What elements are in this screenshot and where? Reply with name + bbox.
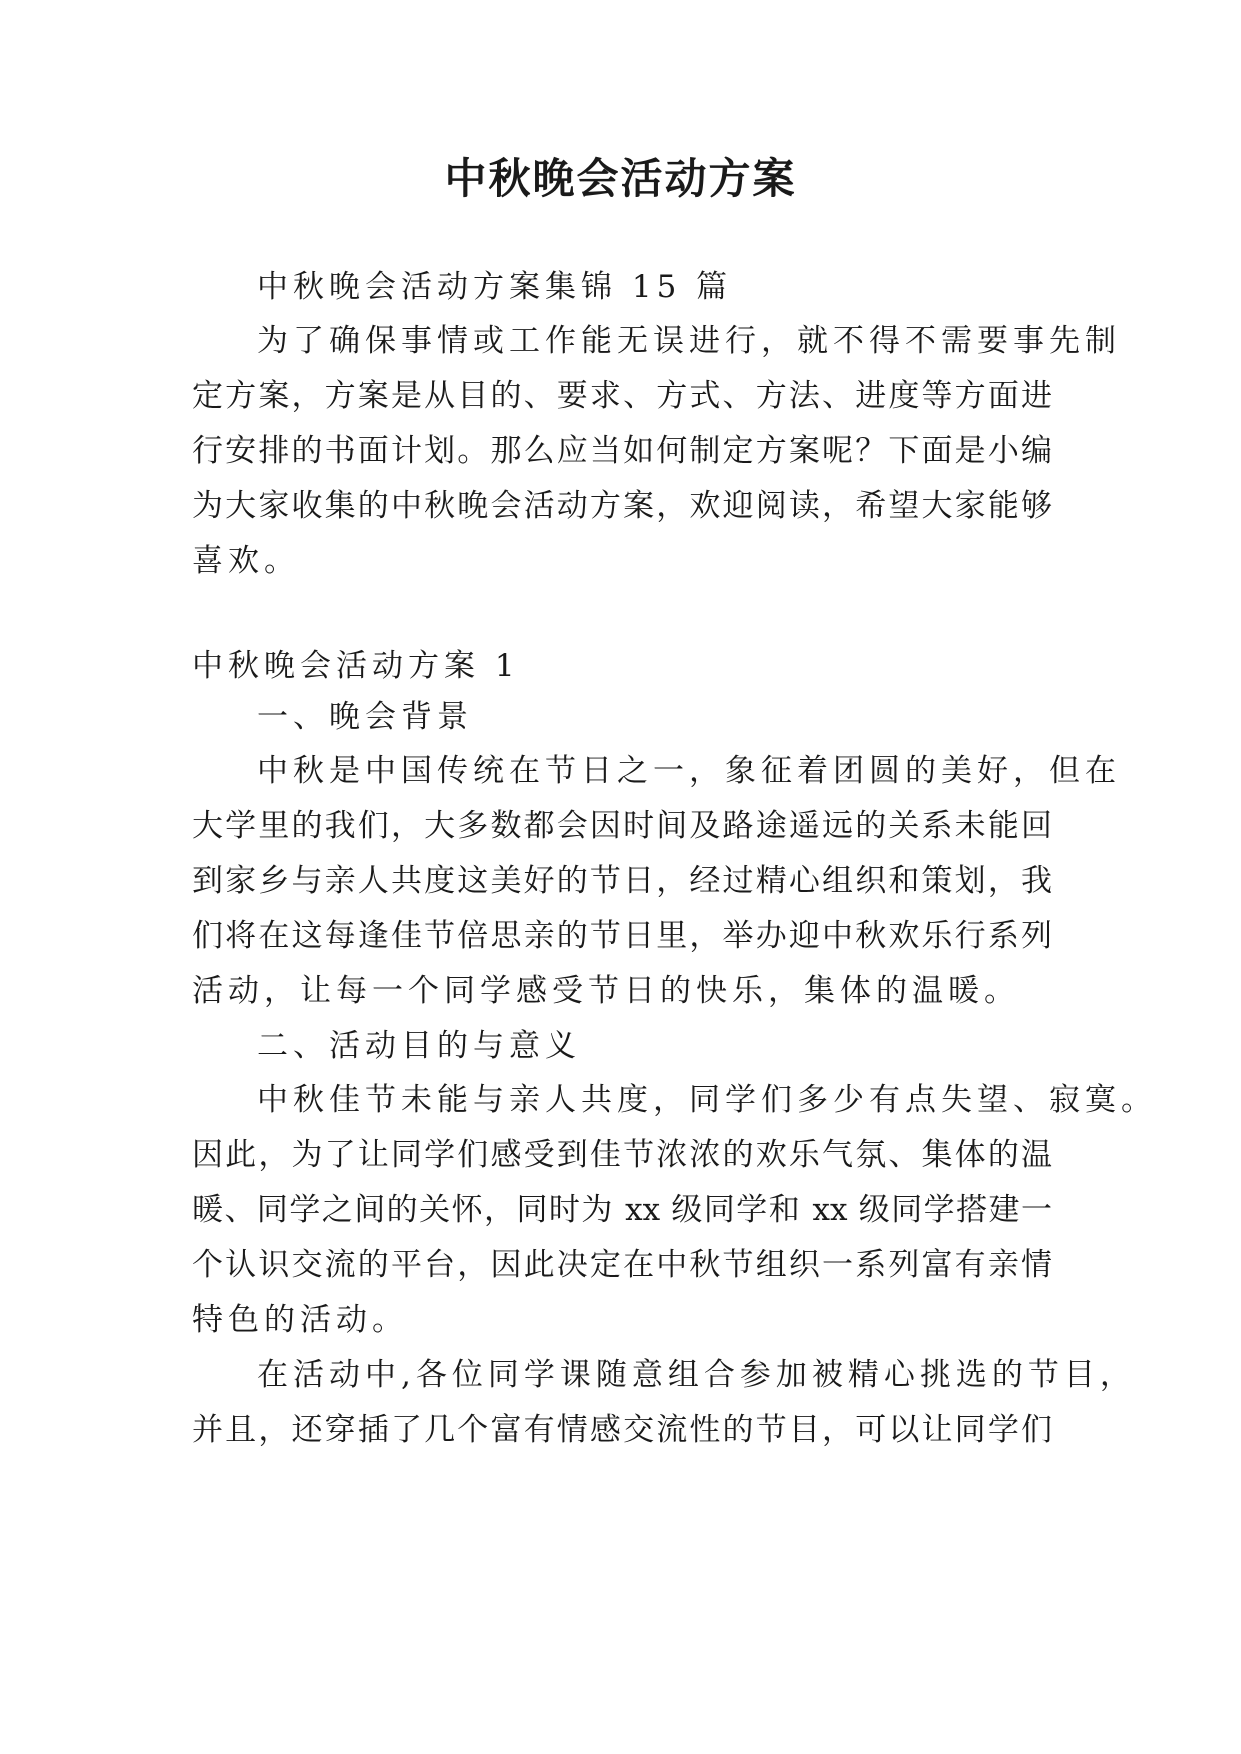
body-line: 大学里的我们，大多数都会因时间及路途遥远的关系未能回 bbox=[192, 808, 1052, 844]
document-title: 中秋晚会活动方案 bbox=[444, 154, 797, 203]
body-line: 中秋佳节未能与亲人共度，同学们多少有点失望、寂寞。 bbox=[257, 1082, 1157, 1118]
body-line: 们将在这每逢佳节倍思亲的节日里，举办迎中秋欢乐行系列 bbox=[192, 918, 1052, 954]
body-line: 到家乡与亲人共度这美好的节日，经过精心组织和策划，我 bbox=[192, 863, 1052, 899]
body-line: 中秋是中国传统在节日之一，象征着团圆的美好，但在 bbox=[257, 753, 1121, 789]
body-line: 在活动中,各位同学课随意组合参加被精心挑选的节目， bbox=[257, 1357, 1136, 1393]
body-line: 活动，让每一个同学感受节日的快乐，集体的温暖。 bbox=[192, 973, 1020, 1009]
body-line: 特色的活动。 bbox=[192, 1302, 408, 1338]
body-line: 个认识交流的平台，因此决定在中秋节组织一系列富有亲情 bbox=[192, 1247, 1052, 1283]
section-heading: 中秋晚会活动方案 1 bbox=[192, 648, 520, 684]
body-line: 并且，还穿插了几个富有情感交流性的节目，可以让同学们 bbox=[192, 1412, 1052, 1448]
subsection-heading: 一、晚会背景 bbox=[257, 699, 473, 735]
intro-line: 为大家收集的中秋晚会活动方案，欢迎阅读，希望大家能够 bbox=[192, 488, 1052, 524]
intro-line: 行安排的书面计划。那么应当如何制定方案呢？下面是小编 bbox=[192, 433, 1052, 469]
intro-line: 为了确保事情或工作能无误进行，就不得不需要事先制 bbox=[257, 323, 1121, 359]
body-line: 暖、同学之间的关怀，同时为 xx 级同学和 xx 级同学搭建一 bbox=[192, 1192, 1052, 1228]
subsection-heading: 二、活动目的与意义 bbox=[257, 1028, 581, 1064]
intro-line: 喜欢。 bbox=[192, 543, 300, 579]
body-line: 因此，为了让同学们感受到佳节浓浓的欢乐气氛、集体的温 bbox=[192, 1137, 1052, 1173]
collection-heading: 中秋晚会活动方案集锦 15 篇 bbox=[257, 269, 733, 305]
intro-line: 定方案，方案是从目的、要求、方式、方法、进度等方面进 bbox=[192, 378, 1052, 414]
